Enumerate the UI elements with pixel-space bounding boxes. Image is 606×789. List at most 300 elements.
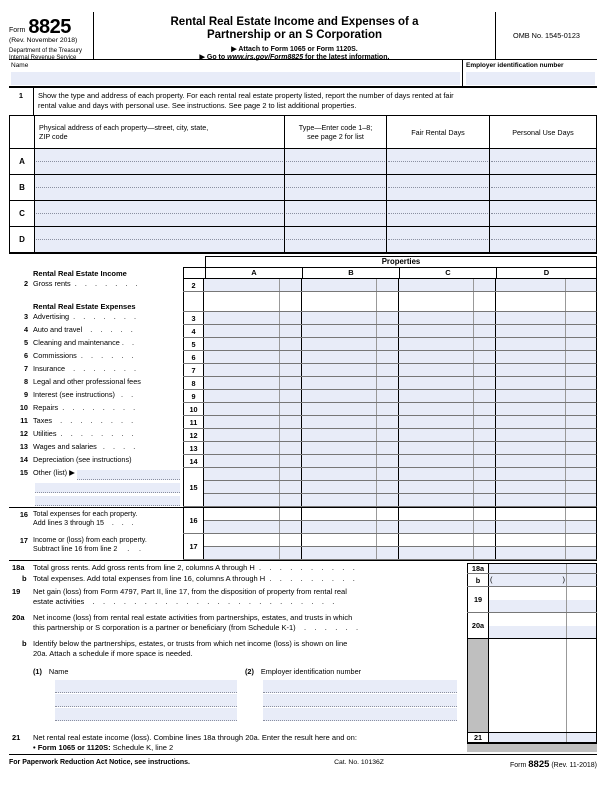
line-18a-text: Total gross rents. Add gross rents from line 2, columns A through H . . . . . . . . . . — [33, 563, 355, 572]
cents-input[interactable] — [376, 508, 398, 520]
cents-input[interactable] — [279, 351, 301, 363]
cents-input[interactable] — [565, 338, 596, 350]
partnership-ein-input[interactable] — [263, 708, 457, 721]
expense-row — [9, 403, 597, 416]
amount-input[interactable] — [398, 416, 473, 428]
amount-input[interactable] — [495, 351, 565, 363]
amount-input[interactable] — [495, 377, 565, 389]
cents-input[interactable] — [565, 455, 596, 467]
expense-row — [9, 390, 597, 403]
amount-input[interactable] — [398, 468, 473, 480]
cents-input[interactable] — [565, 312, 596, 324]
amount-input[interactable] — [301, 312, 376, 324]
amount-input[interactable] — [495, 338, 565, 350]
cents-input[interactable] — [565, 351, 596, 363]
amount-input[interactable] — [495, 468, 565, 480]
agency-irs: Internal Revenue Service — [9, 55, 77, 61]
name-block — [9, 60, 462, 86]
line-label: Gross rents . . . . . . . — [33, 279, 138, 288]
amount-input[interactable] — [301, 494, 376, 506]
cents-input[interactable] — [565, 390, 596, 402]
amount-input[interactable] — [398, 312, 473, 324]
amount-input[interactable] — [301, 442, 376, 454]
column-c-header: C — [399, 268, 496, 278]
amount-input[interactable] — [301, 534, 376, 546]
address-input-a[interactable] — [34, 149, 284, 174]
amount-input[interactable] — [495, 403, 565, 415]
amount-input[interactable] — [301, 292, 376, 311]
amount-input[interactable] — [495, 364, 565, 376]
cents-input[interactable] — [376, 416, 398, 428]
amount-input[interactable] — [204, 442, 279, 454]
sub-name-label: Name — [48, 667, 69, 677]
cents-input[interactable] — [565, 292, 596, 311]
cents-input[interactable] — [279, 279, 301, 291]
line-number: 19 — [12, 587, 21, 596]
cents-input[interactable] — [279, 429, 301, 441]
amount-input[interactable] — [204, 292, 279, 311]
other-list-input[interactable] — [35, 496, 180, 506]
cents-input[interactable] — [279, 292, 301, 311]
line-number: 20a — [12, 613, 25, 622]
cents-input[interactable] — [473, 338, 495, 350]
cents-input[interactable] — [473, 468, 495, 480]
personal-days-input-d[interactable] — [489, 227, 596, 252]
amount-input[interactable] — [204, 364, 279, 376]
cents-input[interactable] — [279, 416, 301, 428]
name-input[interactable] — [11, 72, 460, 85]
amount-input[interactable] — [398, 351, 473, 363]
fair-days-input-d[interactable] — [386, 227, 489, 252]
line-18b-cents-input[interactable] — [566, 574, 596, 586]
property-row-b — [10, 174, 596, 200]
cents-input[interactable] — [565, 377, 596, 389]
amount-input[interactable] — [204, 494, 279, 506]
spacer-cells — [204, 508, 596, 521]
other-list-input[interactable] — [35, 483, 180, 493]
amount-input[interactable] — [301, 468, 376, 480]
form-title-line1: Rental Real Estate Income and Expenses of a — [170, 16, 419, 28]
line-label: Insurance . . . . . . . — [33, 364, 137, 373]
expense-inputs — [204, 455, 596, 467]
amount-input[interactable] — [495, 325, 565, 337]
cents-input[interactable] — [279, 508, 301, 520]
line-16-row: 16 Total expenses for each property. Add lines 3 through 15 . . . 16 — [9, 507, 597, 534]
line-label: Total expenses for each property. — [33, 510, 138, 518]
cents-input[interactable] — [473, 429, 495, 441]
line-19-amount-input[interactable] — [489, 600, 566, 613]
cents-input[interactable] — [279, 481, 301, 493]
amount-input[interactable] — [398, 403, 473, 415]
type-input-b[interactable] — [284, 175, 386, 200]
personal-days-input-a[interactable] — [489, 149, 596, 174]
amount-input[interactable] — [398, 364, 473, 376]
cents-input[interactable] — [376, 279, 398, 291]
cents-input[interactable] — [279, 494, 301, 506]
cents-input[interactable] — [473, 455, 495, 467]
cents-input[interactable] — [565, 364, 596, 376]
line-number-box: 12 — [183, 429, 204, 441]
column-b-header: B — [302, 268, 399, 278]
line-number-box: 20a — [467, 613, 489, 638]
line-19-cents-input[interactable] — [566, 600, 596, 613]
line-number: 14 — [19, 455, 28, 464]
cents-input[interactable] — [376, 325, 398, 337]
cents-input[interactable] — [473, 508, 495, 520]
cents-input[interactable] — [565, 442, 596, 454]
cents-input[interactable] — [376, 390, 398, 402]
type-input-a[interactable] — [284, 149, 386, 174]
paperwork-notice: For Paperwork Reduction Act Notice, see instructions. — [9, 759, 190, 766]
partnership-name-input[interactable] — [55, 680, 237, 693]
cents-input[interactable] — [565, 325, 596, 337]
expense-row — [9, 351, 597, 364]
fair-days-input-c[interactable] — [386, 201, 489, 226]
amount-input[interactable] — [204, 534, 279, 546]
line-21-amount-input[interactable] — [489, 733, 566, 742]
form-header — [9, 12, 597, 60]
cents-input[interactable] — [376, 312, 398, 324]
address-input-d[interactable] — [34, 227, 284, 252]
partnership-name-input[interactable] — [55, 708, 237, 721]
letter-column-header — [10, 116, 34, 148]
amount-input[interactable] — [398, 481, 473, 493]
amount-input[interactable] — [204, 325, 279, 337]
line-number-box: 16 — [183, 508, 204, 533]
cents-input[interactable] — [473, 403, 495, 415]
form-revision: (Rev. November 2018) — [9, 37, 78, 44]
amount-input[interactable] — [398, 508, 473, 520]
line-20a-amount-input[interactable] — [489, 626, 566, 639]
totals-section — [9, 563, 597, 754]
cents-input[interactable] — [473, 494, 495, 506]
line-number: 17 — [19, 536, 28, 545]
amount-input[interactable] — [495, 521, 565, 533]
amount-input[interactable] — [204, 312, 279, 324]
type-column-header: Type—Enter code 1–8; see page 2 for list — [284, 116, 386, 148]
cents-input[interactable] — [376, 547, 398, 559]
fair-days-input-a[interactable] — [386, 149, 489, 174]
line-label: Taxes . . . . . . . . — [33, 416, 134, 425]
cents-input[interactable] — [565, 416, 596, 428]
amount-input[interactable] — [495, 312, 565, 324]
form-id-block — [9, 12, 93, 59]
line-21-bullet: • Form 1065 or 1120S: Schedule K, line 2 — [33, 743, 174, 752]
amount-input[interactable] — [204, 279, 279, 291]
amount-input[interactable] — [495, 292, 565, 311]
cents-input[interactable] — [473, 364, 495, 376]
amount-input[interactable] — [301, 377, 376, 389]
line-number: 2 — [23, 279, 28, 288]
cents-input[interactable] — [279, 534, 301, 546]
amount-input[interactable] — [301, 521, 376, 533]
amount-input[interactable] — [398, 521, 473, 533]
personal-days-input-c[interactable] — [489, 201, 596, 226]
cents-input[interactable] — [376, 351, 398, 363]
amount-input[interactable] — [204, 351, 279, 363]
line-number: 7 — [23, 364, 28, 373]
cents-input[interactable] — [473, 547, 495, 559]
line-21-bullet-row — [9, 743, 597, 754]
cents-input[interactable] — [279, 468, 301, 480]
amount-input[interactable] — [495, 547, 565, 559]
line-number-box: 13 — [183, 442, 204, 454]
ein-block — [462, 60, 597, 86]
line-number-box: 19 — [467, 587, 489, 612]
expense-row — [9, 455, 597, 468]
cents-input[interactable] — [473, 390, 495, 402]
line-1-text: Show the type and address of each property. For each rental real estate property listed, report the number of days rented at fair rental value and days with personal use. See instructions. See page 2 to list additional properties. — [33, 88, 597, 115]
line-18a-amount-input[interactable] — [489, 564, 566, 573]
line-number-box: 17 — [183, 534, 204, 559]
cents-input[interactable] — [473, 312, 495, 324]
expense-inputs — [204, 312, 596, 324]
amount-input[interactable] — [301, 416, 376, 428]
form-8825 — [9, 12, 597, 770]
amount-input[interactable] — [204, 547, 279, 559]
line-20b-text: Identify below the partnerships, estates, or trusts from which net income (loss) is shown on line 20a. Attach a schedule if more space is needed. — [33, 639, 348, 658]
cents-input[interactable] — [376, 481, 398, 493]
address-input-b[interactable] — [34, 175, 284, 200]
cents-input[interactable] — [565, 494, 596, 506]
amount-input[interactable] — [398, 534, 473, 546]
line-number: 18a — [12, 563, 25, 572]
amount-input[interactable] — [301, 403, 376, 415]
personal-use-days-header: Personal Use Days — [489, 116, 596, 148]
line-number: 4 — [23, 325, 28, 334]
amount-input[interactable] — [301, 481, 376, 493]
cents-input[interactable] — [565, 429, 596, 441]
expenses-heading-row — [9, 292, 597, 312]
line-15-row — [9, 468, 597, 507]
cents-input[interactable] — [473, 279, 495, 291]
amount-input[interactable] — [301, 508, 376, 520]
line-17-row: 17 Income or (loss) from each property. Subtract line 16 from line 2 . . 17 — [9, 534, 597, 561]
expense-inputs — [204, 442, 596, 454]
row-letter: D — [19, 235, 25, 244]
amount-input[interactable] — [398, 455, 473, 467]
amount-input[interactable] — [398, 442, 473, 454]
cents-input[interactable] — [473, 534, 495, 546]
amount-input[interactable] — [204, 403, 279, 415]
amount-input[interactable] — [204, 481, 279, 493]
cents-input[interactable] — [565, 521, 596, 533]
amount-input[interactable] — [398, 429, 473, 441]
amount-input[interactable] — [301, 429, 376, 441]
agency-treasury: Department of the Treasury — [9, 48, 83, 54]
amount-input[interactable] — [204, 416, 279, 428]
line-20a-row — [9, 613, 597, 639]
cents-input[interactable] — [279, 338, 301, 350]
shaded-bottom-bar — [467, 743, 597, 752]
line-number-box: 21 — [467, 733, 489, 742]
amount-input[interactable] — [495, 455, 565, 467]
irs-url: www.irs.gov/Form8825 — [227, 54, 304, 61]
footer-form-id: Form 8825 (Rev. 11-2018) — [509, 759, 597, 770]
partnership-ein-input[interactable] — [263, 680, 457, 693]
line-18b-text: Total expenses. Add total expenses from line 16, columns A through H . . . . . . . . . — [33, 574, 355, 583]
cents-input[interactable] — [473, 377, 495, 389]
cents-input[interactable] — [279, 403, 301, 415]
amount-input[interactable] — [495, 494, 565, 506]
amount-input[interactable] — [301, 279, 376, 291]
row-letter: A — [19, 157, 25, 166]
amount-input[interactable] — [398, 390, 473, 402]
line-number-box: 6 — [183, 351, 204, 363]
line-number-box: 11 — [183, 416, 204, 428]
cents-input[interactable] — [376, 534, 398, 546]
cents-input[interactable] — [376, 364, 398, 376]
cents-input[interactable] — [376, 494, 398, 506]
amount-input[interactable] — [495, 390, 565, 402]
amount-input[interactable] — [301, 547, 376, 559]
fair-days-input-b[interactable] — [386, 175, 489, 200]
address-input-c[interactable] — [34, 201, 284, 226]
amount-input[interactable] — [495, 416, 565, 428]
amount-input[interactable] — [301, 364, 376, 376]
amount-input[interactable] — [204, 455, 279, 467]
cents-input[interactable] — [473, 521, 495, 533]
line-2-inputs — [204, 279, 596, 291]
type-input-c[interactable] — [284, 201, 386, 226]
line-label: Auto and travel . . . . . — [33, 325, 133, 334]
cents-input[interactable] — [376, 377, 398, 389]
cents-input[interactable] — [473, 292, 495, 311]
line-20a-text: Net income (loss) from rental real estate activities from partnerships, estates, and trusts in which this partnership or S corporation is a partner or beneficiary (from Schedule K-1) . . . . . . — [33, 613, 359, 632]
amount-input[interactable] — [398, 325, 473, 337]
line-18a-row — [9, 563, 597, 574]
cents-input[interactable] — [565, 279, 596, 291]
line-number-box: 3 — [183, 312, 204, 324]
cents-input[interactable] — [279, 547, 301, 559]
omb-number: OMB No. 1545-0123 — [513, 31, 580, 40]
amount-input[interactable] — [398, 338, 473, 350]
amount-input[interactable] — [495, 508, 565, 520]
amount-input[interactable] — [301, 351, 376, 363]
cents-input[interactable] — [565, 481, 596, 493]
cents-input[interactable] — [565, 403, 596, 415]
line-number: 13 — [19, 442, 28, 451]
name-label: Name — [11, 62, 29, 69]
line-label: Commissions . . . . . . — [33, 351, 134, 360]
line-18b-amount-input[interactable] — [489, 574, 566, 586]
cents-input[interactable] — [376, 429, 398, 441]
cents-input[interactable] — [279, 455, 301, 467]
spacer-cells — [204, 534, 596, 547]
amount-input[interactable] — [204, 508, 279, 520]
amount-input[interactable] — [495, 534, 565, 546]
amount-input[interactable] — [495, 442, 565, 454]
cents-input[interactable] — [565, 468, 596, 480]
income-heading: Rental Real Estate Income — [33, 269, 127, 278]
line-20a-cents-input[interactable] — [566, 626, 596, 639]
amount-input[interactable] — [398, 547, 473, 559]
row-letter: C — [19, 209, 25, 218]
amount-input[interactable] — [301, 455, 376, 467]
cents-input[interactable] — [473, 325, 495, 337]
cents-input[interactable] — [279, 442, 301, 454]
cents-input[interactable] — [376, 468, 398, 480]
cents-input[interactable] — [279, 364, 301, 376]
cents-input[interactable] — [473, 481, 495, 493]
cents-input[interactable] — [565, 508, 596, 520]
cents-input[interactable] — [279, 312, 301, 324]
expense-inputs — [204, 338, 596, 350]
cents-input[interactable] — [376, 338, 398, 350]
amount-input[interactable] — [204, 377, 279, 389]
line-21-cents-input[interactable] — [566, 733, 596, 742]
type-input-d[interactable] — [284, 227, 386, 252]
amount-input[interactable] — [398, 292, 473, 311]
cents-input[interactable] — [279, 377, 301, 389]
sub-name-number: (1) — [33, 667, 42, 677]
cents-input[interactable] — [376, 521, 398, 533]
line-number: 8 — [23, 377, 28, 386]
cents-input[interactable] — [565, 547, 596, 559]
line-18a-cents-input[interactable] — [566, 564, 596, 573]
amount-input[interactable] — [495, 481, 565, 493]
amount-input[interactable] — [398, 279, 473, 291]
amount-input[interactable] — [204, 521, 279, 533]
partnership-name-input[interactable] — [55, 694, 237, 707]
line-number-box: 9 — [183, 390, 204, 402]
line-number: 3 — [23, 312, 28, 321]
amount-input[interactable] — [301, 390, 376, 402]
expense-row — [9, 364, 597, 377]
cents-input[interactable] — [473, 442, 495, 454]
amount-input[interactable] — [398, 377, 473, 389]
cents-input[interactable] — [376, 455, 398, 467]
line-number-box: 10 — [183, 403, 204, 415]
amount-input[interactable] — [204, 468, 279, 480]
line-number: 21 — [12, 733, 21, 742]
line-number-box: 15 — [183, 468, 204, 506]
line-label: Income or (loss) from each property. — [33, 536, 147, 544]
amount-input[interactable] — [301, 325, 376, 337]
other-list-input[interactable] — [77, 470, 180, 480]
ein-input[interactable] — [466, 72, 595, 85]
paren-close: ) — [562, 575, 565, 584]
expense-row — [9, 416, 597, 429]
expense-inputs — [204, 325, 596, 337]
line-21-row — [9, 733, 597, 743]
cents-input[interactable] — [473, 416, 495, 428]
amount-input[interactable] — [204, 338, 279, 350]
cents-input[interactable] — [473, 351, 495, 363]
cents-input[interactable] — [279, 325, 301, 337]
personal-days-input-b[interactable] — [489, 175, 596, 200]
cents-input[interactable] — [279, 521, 301, 533]
amount-input[interactable] — [204, 429, 279, 441]
partnership-ein-input[interactable] — [263, 694, 457, 707]
amount-input[interactable] — [398, 494, 473, 506]
expense-row — [9, 338, 597, 351]
amount-input[interactable] — [301, 338, 376, 350]
expense-inputs — [204, 364, 596, 376]
cents-input[interactable] — [565, 534, 596, 546]
cents-input[interactable] — [376, 292, 398, 311]
line-label: Depreciation (see instructions) — [33, 455, 132, 464]
amount-input[interactable] — [495, 279, 565, 291]
amount-input[interactable] — [495, 429, 565, 441]
amount-input[interactable] — [204, 390, 279, 402]
cents-input[interactable] — [279, 390, 301, 402]
line-number-box: b — [467, 574, 489, 586]
line-number: 15 — [19, 468, 28, 477]
attach-note: ▶ Attach to Form 1065 or Form 1120S. — [231, 46, 358, 53]
cents-input[interactable] — [376, 403, 398, 415]
cents-input[interactable] — [376, 442, 398, 454]
